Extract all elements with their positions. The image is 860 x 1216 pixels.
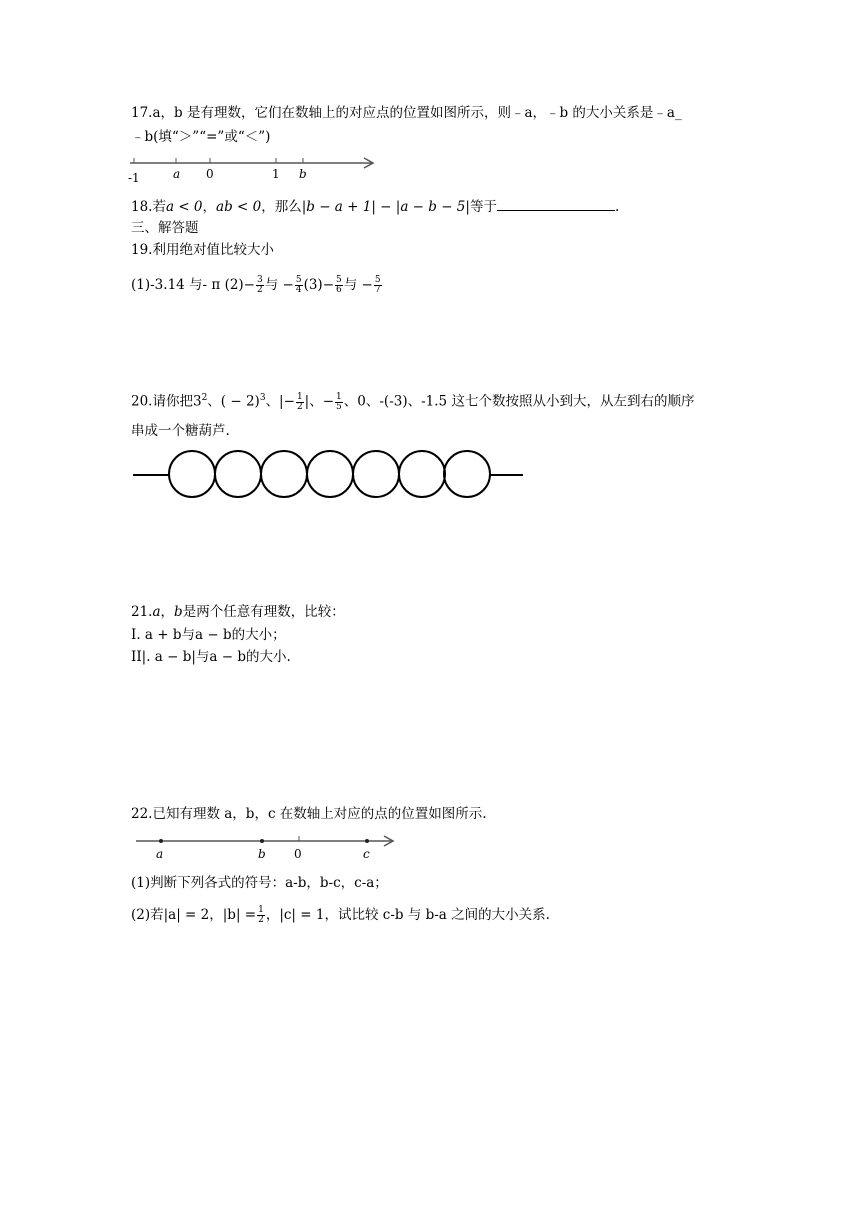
q20-sup-1: 2 [201,393,208,403]
q18-then: ，那么 [261,199,302,215]
q20-fraction-1: $\frac{1}{2}$ [296,391,303,412]
q22-axis-label-a: a [156,847,164,861]
tanghulu-ball-4 [307,451,353,497]
q21-number: 21. [131,604,153,620]
q20-sup-2: 3 [259,393,266,403]
q22-title: 22.已知有理数 a，b，c 在数轴上对应的点的位置如图所示. [131,806,487,822]
tanghulu-ball-6 [399,451,445,497]
q22-point-b [260,839,264,843]
q21-title [131,603,345,621]
q21-var-b: b [174,604,183,620]
q19-fraction-4: $\frac{5}{7}$ [374,275,381,295]
q18-prefix: 18.若 [131,199,166,215]
q20-seg-d: |、− [304,393,335,410]
q18-end: . [614,199,620,215]
q17-axis-label-one: 1 [272,167,280,181]
q21-comma: ， [160,604,175,620]
q17-text-line2: ﹣b(填“＞”“=”或“＜”) [131,129,271,145]
q22-part-2-rest: ，|c| = 1，试比较 c-b 与 b-a 之间的大小关系. [265,907,550,923]
q19-parts [131,276,383,295]
q19-part-1: (1)-3.14 与- π [131,277,221,293]
tanghulu-ball-5 [353,451,399,497]
q22-fraction: $\frac{1}{2}$ [258,905,264,925]
tanghulu-ball-7 [444,451,490,497]
q21-var-a: a [152,604,161,620]
q20-seg-b: 、( − 2) [207,393,260,410]
q19-title: 19.利用绝对值比较大小 [131,242,274,258]
q22-axis-label-c: c [363,847,370,861]
q22-part-2-lead: (2)若|a| = 2，|b| = [131,907,257,923]
q19-part-3-and: 与 − [343,277,373,293]
q18-condition-2: ab < 0 [216,199,262,215]
q17-number-line [128,154,388,184]
tanghulu-ball-3 [261,451,307,497]
q21-item-1: I. a + b与a − b的大小； [131,627,286,643]
q17-axis-label-a: a [173,167,181,181]
q22-point-c [365,839,369,843]
q20-seg-a: 20.请你把3 [131,393,202,410]
q19-part-2-and: 与 − [264,277,294,293]
q20-text-line1 [131,389,694,412]
q17-axis-label-b: b [299,167,307,181]
q18-equals: 等于 [469,199,497,215]
q22-axis-label-b: b [258,847,266,861]
section-heading: 三、解答题 [131,220,199,236]
q20-fraction-2: $\frac{1}{5}$ [336,391,342,412]
q19-part-2-lead: (2)− [224,277,255,293]
q22-number-line [134,832,404,862]
q22-axis-label-zero: 0 [294,847,302,861]
q19-fraction-3: $\frac{5}{6}$ [336,275,342,295]
q19-fraction-1: $\frac{3}{2}$ [257,275,263,295]
tanghulu-ball-1 [169,451,215,497]
q19-part-3-lead: (3)− [303,277,335,293]
q19-fraction-2: $\frac{5}{4}$ [295,275,302,295]
q18-text [131,198,619,216]
q17-axis-label-minus-one: -1 [128,171,140,185]
q21-item-2: II|. a − b|与a − b的大小. [131,649,291,665]
q18-answer-blank [497,198,615,211]
q20-text-line2: 串成一个糖葫芦. [131,423,230,439]
tanghulu-ball-2 [215,451,261,497]
tanghulu-diagram [133,448,528,502]
q17-axis-label-zero: 0 [206,167,214,181]
q18-separator: ， [202,199,217,215]
q22-part-1: (1)判断下列各式的符号：a-b，b-c，c-a； [131,875,388,891]
q17-text-line1: 17.a，b 是有理数，它们在数轴上的对应点的位置如图所示，则﹣a，﹣b 的大小关系是﹣a_ [131,105,682,121]
q18-condition-1: a < 0 [165,199,203,215]
q18-expression: |b − a + 1| − |a − b − 5| [301,199,470,215]
q20-seg-e: 、0、-(-3)、-1.5 这七个数按照从小到大，从左到右的顺序 [343,393,695,410]
q21-title-rest: 是两个任意有理数，比较： [182,604,345,620]
q22-point-a [159,839,163,843]
q20-seg-c: 、|− [265,393,295,410]
q22-part-2 [131,906,550,925]
